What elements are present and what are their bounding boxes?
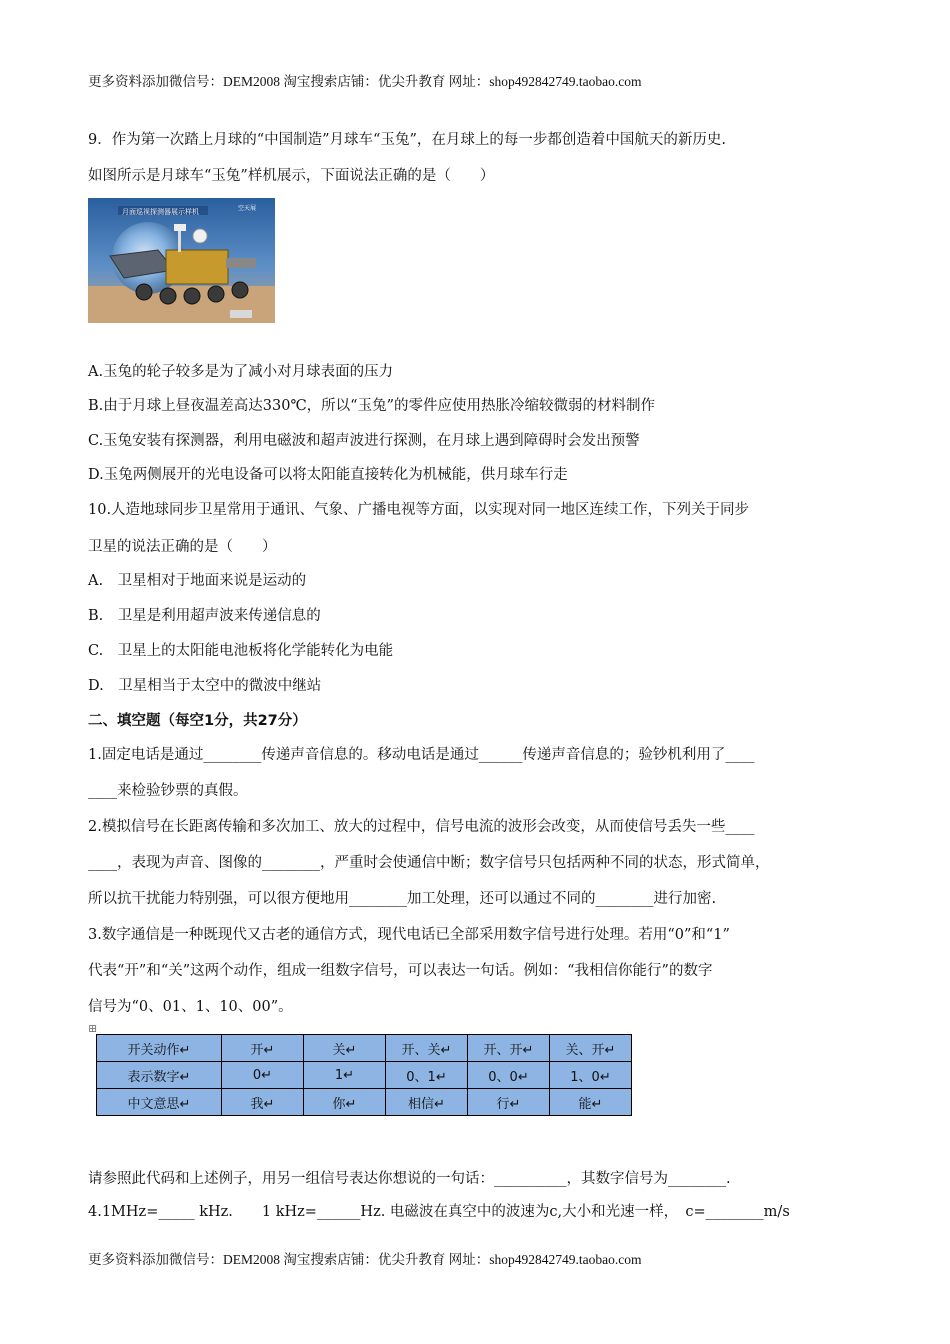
q9-line-2: 如图所示是月球车“玉兔”样机展示，下面说法正确的是（ ） bbox=[88, 168, 495, 184]
table-cell: 开↵ bbox=[222, 1035, 304, 1062]
photo-caption: 月面巡视探测器展示样机 bbox=[122, 208, 199, 216]
yutu-rover-photo bbox=[88, 198, 275, 323]
fill-q2-line-3: 所以抗干扰能力特别强，可以很方便地用________加工处理，还可以通过不同的________进行加密. bbox=[88, 891, 717, 907]
table-cell: 0、0↵ bbox=[468, 1062, 550, 1089]
q10-line-1: 10.人造地球同步卫星常用于通讯、气象、广播电视等方面，以实现对同一地区连续工作，下列关于同步 bbox=[88, 502, 750, 518]
q10-option-a: A. 卫星相对于地面来说是运动的 bbox=[88, 573, 307, 589]
q9-option-d: D.玉兔两侧展开的光电设备可以将太阳能直接转化为机械能，供月球车行走 bbox=[88, 467, 568, 483]
table-cell: 0、1↵ bbox=[386, 1062, 468, 1089]
q10-option-c: C. 卫星上的太阳能电池板将化学能转化为电能 bbox=[88, 643, 394, 659]
fill-q4-line: 4.1MHz=_____ kHz. 1 kHz=______Hz. 电磁波在真空中的波速为c,大小和光速一样， c=________m/s bbox=[88, 1204, 790, 1220]
q9-line-1: 9．作为第一次踏上月球的“中国制造”月球车“玉兔”，在月球上的每一步都创造着中国航天的新历史. bbox=[88, 132, 726, 148]
table-row bbox=[97, 1062, 632, 1089]
fill-q3-line-2: 代表“开”和“关”这两个动作，组成一组数字信号，可以表达一句话。例如：“我相信你能行”的数字 bbox=[88, 963, 713, 979]
photo-corner: 空天展 bbox=[238, 205, 257, 212]
table-cell: 能↵ bbox=[550, 1089, 632, 1116]
q9-option-a: A.玉兔的轮子较多是为了减小对月球表面的压力 bbox=[88, 364, 394, 380]
table-anchor-icon: ⊞ bbox=[88, 1022, 98, 1035]
table-cell: 关↵ bbox=[304, 1035, 386, 1062]
fill-q3-after: 请参照此代码和上述例子，用另一组信号表达你想说的一句话：__________，其数字信号为________. bbox=[88, 1171, 731, 1187]
table-cell: 相信↵ bbox=[386, 1089, 468, 1116]
page-footer: 更多资料添加微信号：DEM2008 淘宝搜索店铺：优尖升教育 网址：shop492842749.taobao.com bbox=[88, 1252, 642, 1267]
q9-option-c: C.玉兔安装有探测器，利用电磁波和超声波进行探测，在月球上遇到障碍时会发出预警 bbox=[88, 433, 640, 449]
fill-q1-line-1: 1.固定电话是通过________传递声音信息的。移动电话是通过______传递声音信息的；验钞机利用了____ bbox=[88, 747, 755, 763]
fill-q2-line-2: ____，表现为声音、图像的________，严重时会使通信中断；数字信号只包括两种不同的状态，形式简单， bbox=[88, 855, 770, 871]
table-row bbox=[97, 1089, 632, 1116]
table-cell: 你↵ bbox=[304, 1089, 386, 1116]
table-cell: 我↵ bbox=[222, 1089, 304, 1116]
table-cell: 关、开↵ bbox=[550, 1035, 632, 1062]
table-cell: 0↵ bbox=[222, 1062, 304, 1089]
table-cell: 表示数字↵ bbox=[97, 1062, 222, 1089]
q10-option-d: D. 卫星相当于太空中的微波中继站 bbox=[88, 678, 322, 694]
fill-q1-line-2: ____来检验钞票的真假。 bbox=[88, 783, 248, 799]
code-table bbox=[96, 1034, 632, 1116]
table-cell: 1、0↵ bbox=[550, 1062, 632, 1089]
q10-line-2: 卫星的说法正确的是（ ） bbox=[88, 539, 277, 555]
table-cell: 行↵ bbox=[468, 1089, 550, 1116]
table-cell: 中文意思↵ bbox=[97, 1089, 222, 1116]
fill-q3-line-1: 3.数字通信是一种既现代又古老的通信方式，现代电话已全部采用数字信号进行处理。若用“0”和“1” bbox=[88, 927, 730, 943]
fill-q3-line-3: 信号为“0、01、1、10、00”。 bbox=[88, 999, 293, 1015]
q10-option-b: B. 卫星是利用超声波来传递信息的 bbox=[88, 608, 321, 624]
table-row bbox=[97, 1035, 632, 1062]
table-cell: 1↵ bbox=[304, 1062, 386, 1089]
table-cell: 开、关↵ bbox=[386, 1035, 468, 1062]
page-header: 更多资料添加微信号：DEM2008 淘宝搜索店铺：优尖升教育 网址：shop492842749.taobao.com bbox=[88, 74, 642, 89]
section-2-title: 二、填空题（每空1分，共27分） bbox=[88, 713, 307, 729]
q9-option-b: B.由于月球上昼夜温差高达330℃，所以“玉兔”的零件应使用热胀冷缩较微弱的材料制作 bbox=[88, 398, 655, 414]
table-cell: 开关动作↵ bbox=[97, 1035, 222, 1062]
fill-q2-line-1: 2.模拟信号在长距离传输和多次加工、放大的过程中，信号电流的波形会改变，从而使信号丢失一些____ bbox=[88, 819, 755, 835]
table-cell: 开、开↵ bbox=[468, 1035, 550, 1062]
